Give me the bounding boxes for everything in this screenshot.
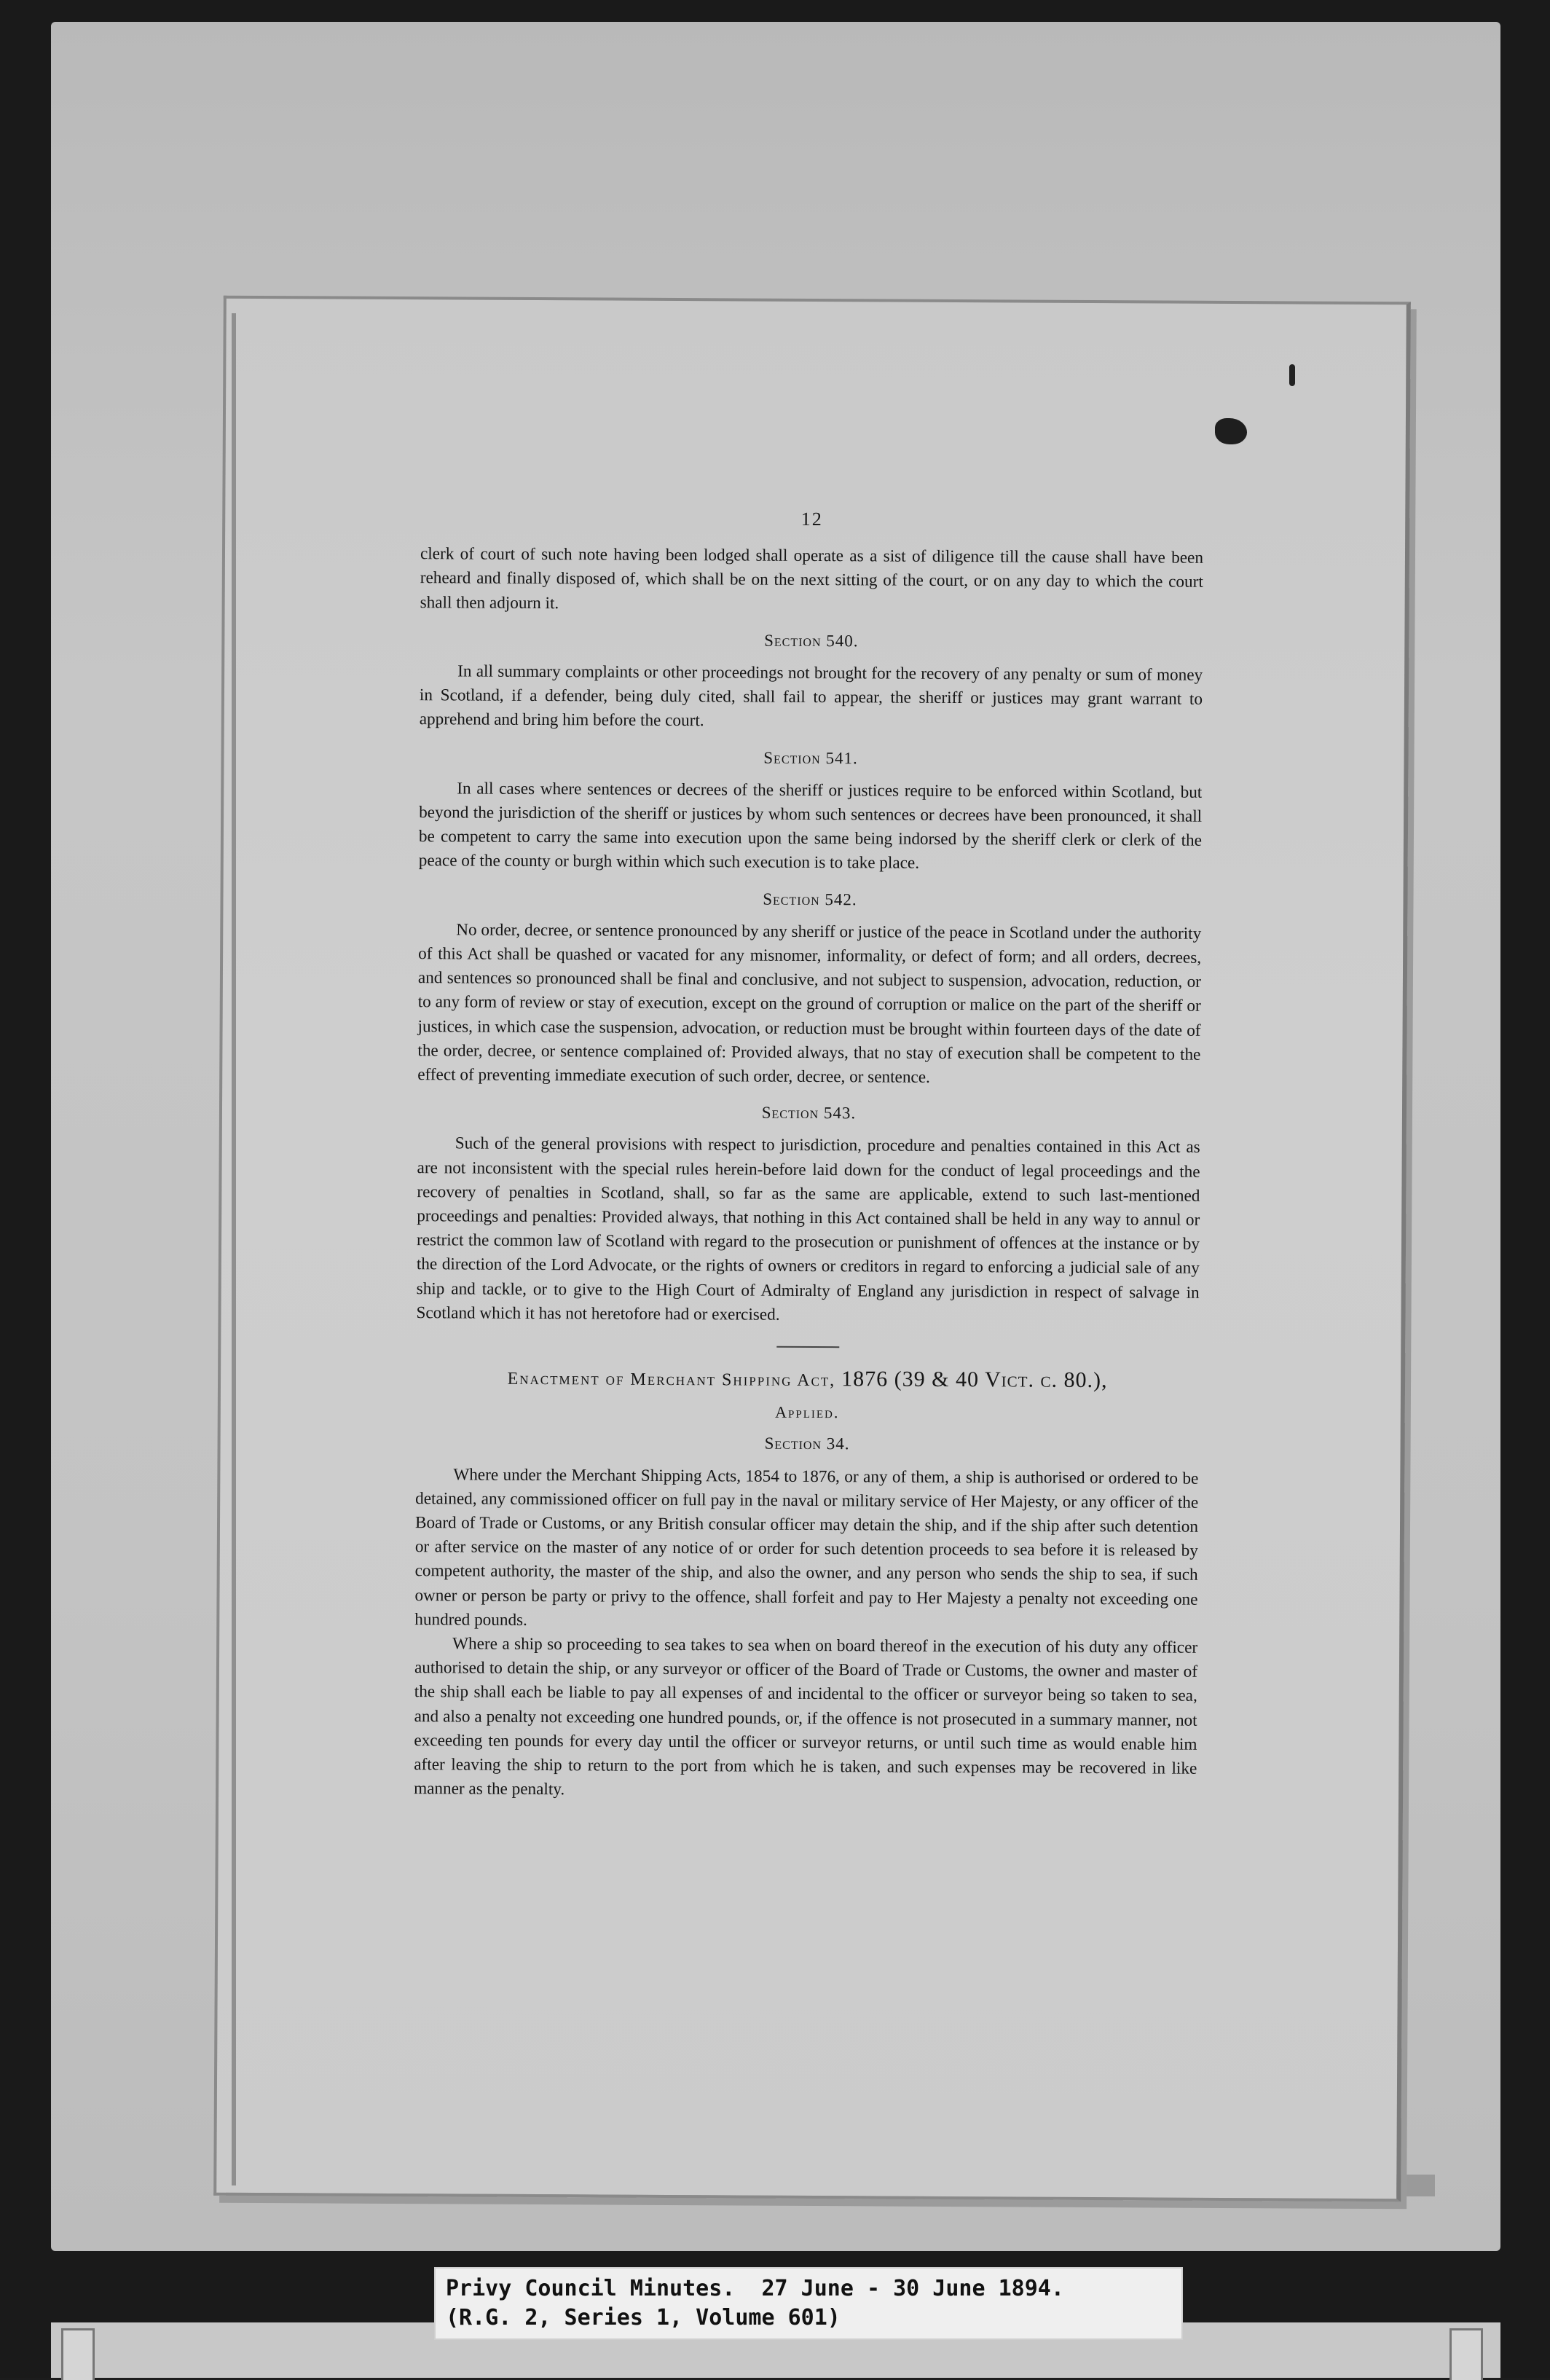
printed-page — [213, 296, 1411, 2202]
page-number: 12 — [800, 508, 823, 530]
enactment-subtitle: Applied. — [775, 1402, 840, 1422]
enactment-title-prefix: Enactment of Merchant Shipping Act, — [507, 1369, 836, 1391]
page-text-block — [414, 505, 1203, 1805]
archive-label-line-2: (R.G. 2, Series 1, Volume 601) — [446, 2305, 841, 2330]
enactment-title-numbers: 1876 (39 & 40 Vict. c. 80.), — [841, 1367, 1108, 1393]
intro-paragraph: clerk of court of such note having been lodged shall operate as a sist of diligence till the cause shall have been reheard and finally disposed of, which shall be on the next sitting of the court, or on any day to which the court shall then adjourn it. — [420, 544, 1204, 613]
left-notch — [61, 2328, 95, 2380]
page-left-edge — [232, 313, 236, 2185]
folio-stamp-icon — [1215, 418, 1247, 444]
section-34-heading: Section 34. — [764, 1434, 850, 1453]
section-542-heading: Section 542. — [763, 889, 857, 908]
section-543-heading: Section 543. — [761, 1103, 857, 1123]
enactment-title — [416, 1364, 1199, 1395]
section-540-text: In all summary complaints or other proceedings not brought for the recovery of any penalty or sum of money in Scotland, if a defender, being duly cited, shall fail to appear, the sheriff or justices may grant warrant to apprehend and bring him before the court. — [419, 661, 1203, 731]
archive-label — [446, 2274, 1064, 2333]
right-notch — [1449, 2328, 1483, 2380]
section-541-text: In all cases where sentences or decrees of the sheriff or justices require to be enforced within Scotland, but beyond the jurisdiction of the sheriff or justices by whom such sentences or decrees have been pronounced, it shall be competent to carry the same into execution upon the same being indorsed by the sheriff clerk or clerk of the peace of the county or burgh within which such execution is to take place. — [418, 779, 1203, 873]
section-34-paragraph-1: Where under the Merchant Shipping Acts, 1854 to 1876, or any of them, a ship is authorised or ordered to be detained, any commissioned officer on full pay in the naval or military service of Her Majesty, or any officer of the Board of Trade or Customs, or any British consular officer may detain the ship, and if the ship after such detention or after service on the master of any notice of or order for such detention proceeds to sea before it is released by competent authority, the master of the ship, and also the owner, and any person who sends the ship to sea, if such owner or person be party or privy to the offence, shall forfeit and pay to Her Majesty a penalty not exceeding one hundred pounds. — [414, 1464, 1199, 1630]
section-543-text: Such of the general provisions with respect to jurisdiction, procedure and penalties contained in this Act as are not inconsistent with the special rules herein-before laid down for the conduct of legal proceedings and the recovery of penalties in Scotland, shall, so far as the same are applicable, extend to such last-mentioned proceedings and penalties: Provided always, that nothing in this Act contained shall be held in any way to annul or restrict the common law of Scotland with regard to the prosecution or punishment of offences at the instance or by the direction of the Lord Advocate, or the rights of owners or creditors in regard to enforcing a judicial sale of any ship and tackle, or to give to the High Court of Admiralty of England any jurisdiction in respect of salvage in Scotland which it has not heretofore had or exercised. — [416, 1134, 1200, 1324]
section-divider-rule — [776, 1346, 839, 1348]
section-542-text: No order, decree, or sentence pronounced by any sheriff or justice of the peace in Scotland under the authority of this Act shall be quashed or vacated for any misnomer, informality, or defect of form; and all orders, decrees, and sentences so pronounced shall be final and conclusive, and not subject to suspension, advocation, reduction, or to any form of review or stay of execution, except on the ground of corruption or malice on the part of the sheriff or justices, in which case the suspension, advocation, or reduction must be brought within fourteen days of the date of the order, decree, or sentence complained of: Provided always, that no stay of execution shall be competent to the effect of preventing immediate execution of such order, decree, or sentence. — [417, 920, 1202, 1087]
section-541-heading: Section 541. — [763, 748, 858, 767]
pencil-mark-icon — [1289, 364, 1295, 386]
section-540-heading: Section 540. — [764, 631, 859, 651]
archive-label-line-1: Privy Council Minutes. 27 June - 30 June 1894. — [446, 2276, 1064, 2301]
section-34-paragraph-2: Where a ship so proceeding to sea takes to sea when on board thereof in the execution of his duty any officer authorised to detain the ship, or any surveyor or officer of the Board of Trade or Customs, the owner and master of the ship shall each be liable to pay all expenses of and incidental to the officer or surveyor being so taken to sea, and also a penalty not exceeding one hundred pounds, or, if the offence is not prosecuted in a summary manner, not exceeding ten pounds for every day until the officer or surveyor returns, or until such time as would enable him after leaving the ship to return to the port from which he is taken, and such expenses may be recovered in like manner as the penalty. — [414, 1634, 1198, 1799]
